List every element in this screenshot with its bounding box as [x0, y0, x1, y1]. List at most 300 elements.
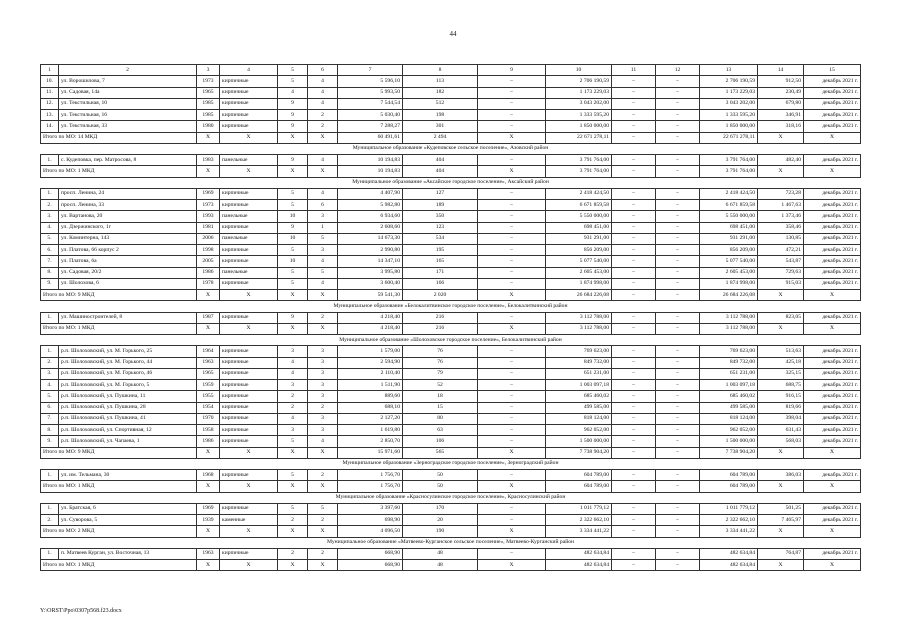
table-cell: 3 334 441,22	[700, 526, 758, 537]
table-cell: 631,43	[758, 425, 804, 436]
table-cell: 1 579,00	[338, 346, 403, 357]
table-cell: 22 671 278,11	[700, 132, 758, 143]
table-cell: ул. Братская, 6	[59, 503, 197, 514]
subtotal-row	[41, 447, 861, 458]
table-cell: 4	[278, 87, 308, 98]
table-cell: 5	[278, 200, 308, 211]
table-cell: декабрь 2021 г.	[804, 402, 861, 413]
table-cell: –	[656, 391, 700, 402]
table-cell: X	[804, 481, 861, 492]
table-cell: X	[478, 526, 546, 537]
table-cell: 482 634,84	[700, 548, 758, 559]
table-cell: декабрь 2021 г.	[804, 98, 861, 109]
table-cell: 189	[403, 200, 478, 211]
table-cell: 2 605 453,00	[700, 267, 758, 278]
table-cell: –	[612, 267, 656, 278]
table-cell: декабрь 2021 г.	[804, 155, 861, 166]
table-row	[41, 188, 861, 199]
table-cell: 165	[403, 256, 478, 267]
table-cell: 1 011 779,12	[546, 503, 612, 514]
table-cell: –	[656, 233, 700, 244]
table-cell: –	[478, 346, 546, 357]
table-cell: 170	[403, 503, 478, 514]
table-cell: 10	[278, 256, 308, 267]
table-cell: декабрь 2021 г.	[804, 256, 861, 267]
table-row	[41, 413, 861, 424]
table-cell: ул. Машиностроителей, 8	[59, 312, 197, 323]
table-cell: –	[656, 222, 700, 233]
table-cell: Муниципальное образование «Кудеповское сельское поселение», Азовский район	[41, 143, 861, 154]
table-cell: –	[612, 368, 656, 379]
table-cell: –	[612, 515, 656, 526]
table-cell: 2 322 662,10	[546, 515, 612, 526]
table-cell: –	[478, 402, 546, 413]
subtotal-row	[41, 560, 861, 571]
municipality-heading-row	[41, 301, 861, 312]
table-cell: 1.	[41, 188, 59, 199]
table-cell: 5 982,80	[338, 200, 403, 211]
table-cell: 318,16	[758, 121, 804, 132]
table-cell: –	[656, 425, 700, 436]
table-cell: 80	[403, 413, 478, 424]
table-cell: X	[220, 481, 278, 492]
table-cell: 3.	[41, 368, 59, 379]
table-cell: 1963	[197, 357, 220, 368]
subtotal-row	[41, 526, 861, 537]
table-cell: X	[197, 166, 220, 177]
table-cell: 350	[403, 211, 478, 222]
table-row	[41, 76, 861, 87]
table-cell: 9	[478, 65, 546, 76]
table-cell: X	[220, 323, 278, 334]
table-cell: 2	[308, 110, 338, 121]
table-cell: –	[478, 357, 546, 368]
table-cell: –	[612, 402, 656, 413]
table-cell: кирпичные	[220, 380, 278, 391]
table-cell: 3	[308, 346, 338, 357]
table-cell: –	[478, 436, 546, 447]
table-cell: 1985	[197, 110, 220, 121]
table-cell: 4	[220, 65, 278, 76]
table-cell: р.п. Шолоховский, ул. Пушкина, 41	[59, 413, 197, 424]
table-cell: X	[220, 560, 278, 571]
table-cell: –	[478, 200, 546, 211]
table-cell: –	[656, 278, 700, 289]
table-cell: –	[612, 132, 656, 143]
table-cell: 499 585,00	[546, 402, 612, 413]
table-cell: декабрь 2021 г.	[804, 380, 861, 391]
table-cell: 1987	[197, 312, 220, 323]
table-cell: –	[478, 76, 546, 87]
table-cell: 10	[546, 65, 612, 76]
table-cell: X	[478, 290, 546, 301]
table-cell: панельные	[220, 155, 278, 166]
table-cell: 15	[804, 65, 861, 76]
table-cell: ул. Садовая, 14а	[59, 87, 197, 98]
table-cell: –	[656, 76, 700, 87]
table-cell: кирпичные	[220, 87, 278, 98]
table-cell: декабрь 2021 г.	[804, 233, 861, 244]
table-cell: кирпичные	[220, 436, 278, 447]
table-cell: –	[612, 447, 656, 458]
table-row	[41, 436, 861, 447]
table-cell: декабрь 2021 г.	[804, 121, 861, 132]
table-cell: 6 671 859,58	[700, 200, 758, 211]
table-cell: 3	[278, 380, 308, 391]
table-cell: декабрь 2021 г.	[804, 110, 861, 121]
table-cell: –	[656, 200, 700, 211]
table-cell: 3	[278, 425, 308, 436]
table-cell: –	[612, 98, 656, 109]
table-cell: 7 738 904,20	[700, 447, 758, 458]
table-cell: 346,91	[758, 110, 804, 121]
table-cell: –	[656, 515, 700, 526]
table-cell: –	[478, 256, 546, 267]
table-cell: 14	[758, 65, 804, 76]
table-cell: 2 494	[403, 132, 478, 143]
table-cell: –	[478, 155, 546, 166]
table-cell: 5 550 000,00	[546, 211, 612, 222]
table-cell: 856 209,00	[546, 245, 612, 256]
table-cell: 2	[278, 515, 308, 526]
table-cell: –	[656, 560, 700, 571]
table-cell: панельные	[220, 233, 278, 244]
table-cell: 1986	[197, 267, 220, 278]
table-cell: 26 684 226,08	[700, 290, 758, 301]
table-cell: 5	[278, 278, 308, 289]
table-cell: Муниципальное образование «Зерноградское городское поселение», Зерноградский район	[41, 458, 861, 469]
table-cell: 482 634,84	[546, 548, 612, 559]
table-cell: 679,80	[758, 98, 804, 109]
table-row	[41, 515, 861, 526]
table-cell: –	[612, 256, 656, 267]
table-cell: 7.	[41, 256, 59, 267]
table-cell: 534	[403, 233, 478, 244]
table-cell: 7 544,54	[338, 98, 403, 109]
table-cell: кирпичные	[220, 278, 278, 289]
table-cell: 1993	[197, 211, 220, 222]
table-cell: декабрь 2021 г.	[804, 200, 861, 211]
table-cell: кирпичные	[220, 121, 278, 132]
table-cell: 688,75	[758, 380, 804, 391]
table-cell: 6.	[41, 245, 59, 256]
table-cell: 604 789,00	[700, 481, 758, 492]
table-cell: 1978	[197, 278, 220, 289]
table-cell: X	[758, 132, 804, 143]
table-cell: X	[478, 560, 546, 571]
table-cell: 916,15	[758, 391, 804, 402]
table-cell: 106	[403, 436, 478, 447]
table-cell: 3 112 788,00	[700, 312, 758, 323]
table-cell: декабрь 2021 г.	[804, 391, 861, 402]
table-cell: 198	[403, 110, 478, 121]
table-cell: X	[804, 560, 861, 571]
table-cell: –	[478, 188, 546, 199]
table-cell: 2	[308, 470, 338, 481]
table-cell: –	[478, 425, 546, 436]
table-cell: 1 373,46	[758, 211, 804, 222]
table-cell: 10 194,83	[338, 166, 403, 177]
table-cell: 3 791 764,00	[546, 155, 612, 166]
table-cell: 14.	[41, 121, 59, 132]
table-cell: –	[478, 503, 546, 514]
table-row	[41, 346, 861, 357]
table-cell: 4	[308, 155, 338, 166]
table-cell: 11	[612, 65, 656, 76]
table-cell: –	[656, 368, 700, 379]
table-cell: 3 112 788,00	[700, 323, 758, 334]
table-cell: ул. Текстильная, 33	[59, 121, 197, 132]
table-cell: 769 623,00	[700, 346, 758, 357]
table-cell: –	[612, 380, 656, 391]
table-cell: просп. Ленина, 24	[59, 188, 197, 199]
table-cell: 5 993,50	[338, 87, 403, 98]
table-cell: –	[612, 548, 656, 559]
table-cell: 4	[278, 368, 308, 379]
table-cell: 2	[308, 402, 338, 413]
table-cell: –	[478, 515, 546, 526]
table-cell: 3 112 788,00	[546, 323, 612, 334]
document-path: Y:\ORST\Ppo\0307p568.f23.docx	[40, 608, 122, 614]
table-cell: 1965	[197, 368, 220, 379]
table-cell: кирпичные	[220, 357, 278, 368]
table-cell: –	[478, 470, 546, 481]
table-cell: кирпичные	[220, 312, 278, 323]
table-cell: 2006	[197, 233, 220, 244]
table-cell: 50	[403, 470, 478, 481]
table-cell: 819,66	[758, 402, 804, 413]
table-cell: 2 322 662,10	[700, 515, 758, 526]
table-cell: –	[656, 211, 700, 222]
table-row	[41, 357, 861, 368]
table-cell: 698 451,00	[700, 222, 758, 233]
table-cell: 2 850,70	[338, 436, 403, 447]
table-cell: 5	[278, 76, 308, 87]
table-cell: 195	[403, 245, 478, 256]
table-cell: –	[612, 323, 656, 334]
table-cell: 1 467,63	[758, 200, 804, 211]
table-cell: 2 608,60	[338, 222, 403, 233]
table-cell: 4 218,40	[338, 312, 403, 323]
table-cell: X	[758, 166, 804, 177]
table-cell: 4	[278, 413, 308, 424]
table-cell: 3 600,40	[338, 278, 403, 289]
table-cell: –	[656, 413, 700, 424]
table-cell: кирпичные	[220, 402, 278, 413]
table-cell: –	[656, 346, 700, 357]
table-cell: X	[308, 166, 338, 177]
table-cell: 9	[278, 121, 308, 132]
table-cell: 52	[403, 380, 478, 391]
table-cell: –	[656, 323, 700, 334]
table-row	[41, 548, 861, 559]
table-cell: 1968	[197, 470, 220, 481]
table-cell: 182	[403, 87, 478, 98]
table-cell: 11.	[41, 87, 59, 98]
table-cell: р.п. Шолоховский, ул. М. Горького, 5	[59, 380, 197, 391]
table-cell: 5	[278, 470, 308, 481]
table-cell: декабрь 2021 г.	[804, 267, 861, 278]
table-cell: 59 541,30	[338, 290, 403, 301]
table-cell: 3	[197, 65, 220, 76]
table-cell: –	[478, 278, 546, 289]
table-cell: 20	[403, 515, 478, 526]
table-cell: X	[308, 132, 338, 143]
table-cell: –	[656, 290, 700, 301]
table-row	[41, 222, 861, 233]
table-cell: Итого по МО: 1 МКД	[41, 481, 197, 492]
table-cell: X	[197, 447, 220, 458]
table-cell: X	[308, 323, 338, 334]
table-cell: 4	[308, 87, 338, 98]
table-cell: –	[612, 200, 656, 211]
table-cell: –	[478, 548, 546, 559]
table-cell: X	[478, 481, 546, 492]
table-cell: X	[804, 447, 861, 458]
table-cell: 1 500 000,00	[546, 436, 612, 447]
table-cell: 1 850 000,00	[546, 121, 612, 132]
table-cell: декабрь 2021 г.	[804, 188, 861, 199]
table-cell: 171	[403, 267, 478, 278]
table-cell: 1969	[197, 503, 220, 514]
table-cell: кирпичные	[220, 200, 278, 211]
table-cell: 5 550 000,00	[700, 211, 758, 222]
table-cell: 1973	[197, 200, 220, 211]
table-cell: 13.	[41, 110, 59, 121]
table-cell: X	[220, 526, 278, 537]
table-cell: 14 347,10	[338, 256, 403, 267]
table-cell: 604 789,00	[700, 470, 758, 481]
table-cell: 543,87	[758, 256, 804, 267]
table-cell: декабрь 2021 г.	[804, 312, 861, 323]
table-cell: 931 291,00	[700, 233, 758, 244]
table-cell: 3	[308, 211, 338, 222]
subtotal-row	[41, 481, 861, 492]
table-cell: –	[612, 121, 656, 132]
table-cell: –	[612, 211, 656, 222]
table-row	[41, 425, 861, 436]
table-cell: декабрь 2021 г.	[804, 245, 861, 256]
table-row	[41, 312, 861, 323]
table-cell: 79	[403, 368, 478, 379]
table-cell: 10	[278, 211, 308, 222]
table-cell: 6 934,60	[338, 211, 403, 222]
table-cell: 50	[403, 481, 478, 492]
table-cell: 7	[338, 65, 403, 76]
table-cell: 404	[403, 166, 478, 177]
table-cell: –	[656, 548, 700, 559]
table-cell: 216	[403, 312, 478, 323]
subtotal-row	[41, 290, 861, 301]
table-cell: 1 500 000,00	[700, 436, 758, 447]
table-cell: 1985	[197, 98, 220, 109]
table-cell: –	[612, 503, 656, 514]
table-cell: каменные	[220, 515, 278, 526]
table-cell: Муниципальное образование «Матвеево-Курганское сельское поселение», Матвеево-Курганский район	[41, 537, 861, 548]
table-cell: декабрь 2021 г.	[804, 368, 861, 379]
table-cell: –	[478, 391, 546, 402]
table-cell: X	[758, 323, 804, 334]
table-cell: 425,18	[758, 357, 804, 368]
table-cell: 2	[59, 65, 197, 76]
table-cell: 8	[403, 65, 478, 76]
table-cell: X	[804, 323, 861, 334]
table-cell: 4 407,90	[338, 188, 403, 199]
table-cell: 1980	[197, 121, 220, 132]
table-cell: 1986	[197, 436, 220, 447]
table-cell: 1973	[197, 76, 220, 87]
table-cell: 1 874 998,00	[546, 278, 612, 289]
table-cell: 604 789,00	[546, 481, 612, 492]
table-cell: 12.	[41, 98, 59, 109]
table-cell: –	[478, 380, 546, 391]
table-cell: 386,03	[758, 470, 804, 481]
table-cell: 5	[308, 267, 338, 278]
table-cell: 7 288,27	[338, 121, 403, 132]
table-row	[41, 121, 861, 132]
table-cell: 1 003 097,18	[700, 380, 758, 391]
table-cell: –	[656, 357, 700, 368]
table-cell: –	[656, 436, 700, 447]
table-cell: 1 333 595,20	[700, 110, 758, 121]
table-cell: X	[478, 447, 546, 458]
table-cell: 1 850 000,00	[700, 121, 758, 132]
table-cell: X	[278, 323, 308, 334]
table-cell: 5 596,10	[338, 76, 403, 87]
table-cell: 2.	[41, 200, 59, 211]
table-cell: 1.	[41, 312, 59, 323]
table-cell: –	[478, 110, 546, 121]
table-cell: ул. Текстильная, 16	[59, 110, 197, 121]
table-cell: р.п. Шолоховский, ул. Спортивная, 12	[59, 425, 197, 436]
table-cell: 4	[308, 98, 338, 109]
table-cell: панельные	[220, 267, 278, 278]
table-row	[41, 87, 861, 98]
table-cell: 9	[278, 98, 308, 109]
municipality-heading-row	[41, 492, 861, 503]
table-cell: 2 706 190,59	[700, 76, 758, 87]
table-cell: –	[656, 402, 700, 413]
table-cell: 2	[278, 391, 308, 402]
table-cell: просп. Ленина, 33	[59, 200, 197, 211]
table-cell: –	[478, 98, 546, 109]
table-cell: X	[478, 132, 546, 143]
table-cell: –	[612, 560, 656, 571]
table-cell: Муниципальное образование «Шолоховское городское поселение», Белокалитвинский район	[41, 335, 861, 346]
table-cell: –	[656, 312, 700, 323]
table-cell: 723,28	[758, 188, 804, 199]
table-cell: 190	[403, 526, 478, 537]
table-cell: 9	[278, 110, 308, 121]
table-cell: –	[656, 526, 700, 537]
table-cell: 6.	[41, 402, 59, 413]
table-cell: 651 231,00	[700, 368, 758, 379]
table-cell: X	[804, 290, 861, 301]
table-cell: X	[197, 290, 220, 301]
table-cell: 764,87	[758, 548, 804, 559]
table-cell: 6	[308, 65, 338, 76]
table-cell: ул. Текстильная, 10	[59, 98, 197, 109]
table-cell: –	[612, 481, 656, 492]
table-cell: Муниципальное образование «Аксайское городское поселение», Аксайский район	[41, 177, 861, 188]
table-cell: X	[758, 560, 804, 571]
table-cell: 729,63	[758, 267, 804, 278]
table-cell: 48	[403, 560, 478, 571]
table-cell: ул. Садовая, 20/2	[59, 267, 197, 278]
table-cell: 216	[403, 323, 478, 334]
table-cell: 3	[308, 245, 338, 256]
table-cell: 4	[308, 278, 338, 289]
